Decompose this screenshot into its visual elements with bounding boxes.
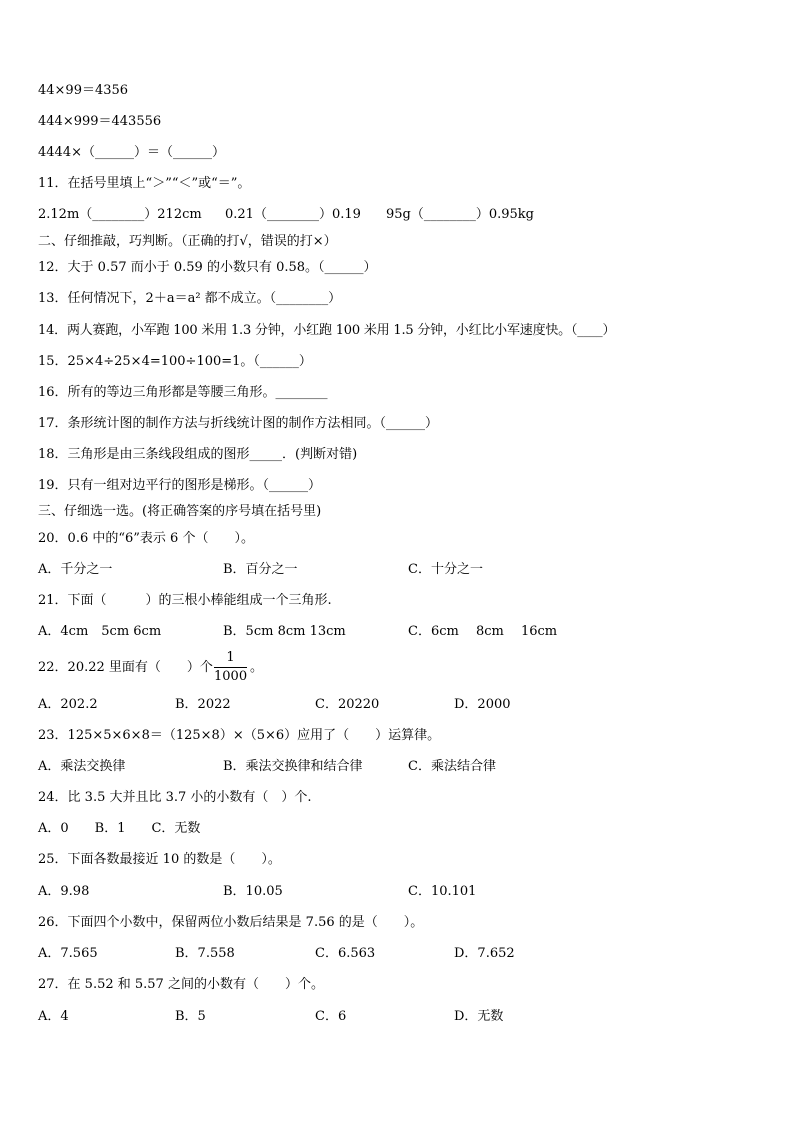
q11-compare-b: 0.21（________）0.19 (225, 207, 361, 222)
equation-line-3-blank: 4444×（______）＝（______） (38, 145, 225, 160)
question-11: 11．在括号里填上“＞”“＜”或“＝”。 (38, 176, 251, 191)
question-21: 21．下面（ ）的三根小棒能组成一个三角形. (38, 593, 332, 608)
q27-option-c: C．6 (315, 1009, 347, 1024)
q22-fraction-denominator: 1000 (214, 669, 248, 684)
q22-period: 。 (250, 660, 264, 675)
question-17: 17．条形统计图的制作方法与折线统计图的制作方法相同。（______） (38, 416, 439, 431)
q24-options: A．0 B．1 C．无数 (38, 821, 201, 836)
q26-option-d: D．7.652 (454, 946, 515, 961)
question-20: 20．0.6 中的“6”表示 6 个（ ）。 (38, 531, 254, 546)
question-27: 27．在 5.52 和 5.57 之间的小数有（ ）个。 (38, 977, 324, 992)
question-25: 25．下面各数最接近 10 的数是（ ）。 (38, 852, 281, 867)
q25-option-b: B．10.05 (223, 884, 283, 899)
q27-option-d: D．无数 (454, 1009, 504, 1024)
q27-option-b: B．5 (175, 1009, 206, 1024)
question-26: 26．下面四个小数中，保留两位小数后结果是 7.56 的是（ ）。 (38, 915, 424, 930)
q26-option-a: A．7.565 (38, 946, 98, 961)
question-24: 24．比 3.5 大并且比 3.7 小的小数有（ ）个. (38, 790, 312, 805)
question-22: 22．20.22 里面有（ ）个 (38, 660, 213, 675)
question-12: 12．大于 0.57 而小于 0.59 的小数只有 0.58。（______） (38, 260, 377, 275)
q21-option-a: A．4cm 5cm 6cm (38, 624, 162, 639)
q22-option-a: A．202.2 (38, 697, 98, 712)
q21-option-b: B．5cm 8cm 13cm (223, 624, 346, 639)
q20-option-c: C．十分之一 (408, 562, 483, 577)
q26-option-c: C．6.563 (315, 946, 376, 961)
question-14: 14．两人赛跑，小军跑 100 米用 1.3 分钟，小红跑 100 米用 1.5 分钟，小红比小军速度快。（____） (38, 323, 616, 338)
section-3-heading: 三、仔细选一选。(将正确答案的序号填在括号里) (38, 504, 322, 519)
q21-option-c: C．6cm 8cm 16cm (408, 624, 558, 639)
question-18: 18．三角形是由三条线段组成的图形_____．(判断对错) (38, 447, 358, 462)
q25-option-a: A．9.98 (38, 884, 90, 899)
q22-option-c: C．20220 (315, 697, 380, 712)
q27-option-a: A．4 (38, 1009, 69, 1024)
equation-line-2: 444×999＝443556 (38, 114, 162, 129)
question-15: 15．25×4÷25×4=100÷100=1。（______） (38, 354, 312, 369)
q20-option-b: B．百分之一 (223, 562, 298, 577)
q22-fraction-numerator: 1 (226, 650, 235, 665)
question-23: 23．125×5×6×8＝（125×8）×（5×6）应用了（ ）运算律。 (38, 728, 441, 743)
equation-line-1: 44×99＝4356 (38, 83, 129, 98)
fraction-bar (214, 667, 247, 668)
q23-option-a: A．乘法交换律 (38, 759, 126, 774)
q23-option-b: B．乘法交换律和结合律 (223, 759, 363, 774)
q25-option-c: C．10.101 (408, 884, 477, 899)
question-19: 19．只有一组对边平行的图形是梯形。（______） (38, 478, 322, 493)
q22-option-d: D．2000 (454, 697, 511, 712)
question-16: 16．所有的等边三角形都是等腰三角形。________ (38, 385, 328, 400)
q26-option-b: B．7.558 (175, 946, 235, 961)
q23-option-c: C．乘法结合律 (408, 759, 496, 774)
question-13: 13．任何情况下，2＋a＝a² 都不成立。（________） (38, 291, 342, 306)
section-2-heading: 二、仔细推敲，巧判断。（正确的打√，错误的打×） (38, 234, 337, 249)
q11-compare-a: 2.12m（________）212cm (38, 207, 202, 222)
q22-fraction (214, 650, 247, 685)
q20-option-a: A．千分之一 (38, 562, 113, 577)
q22-option-b: B．2022 (175, 697, 231, 712)
q11-compare-c: 95g（________）0.95kg (386, 207, 535, 222)
